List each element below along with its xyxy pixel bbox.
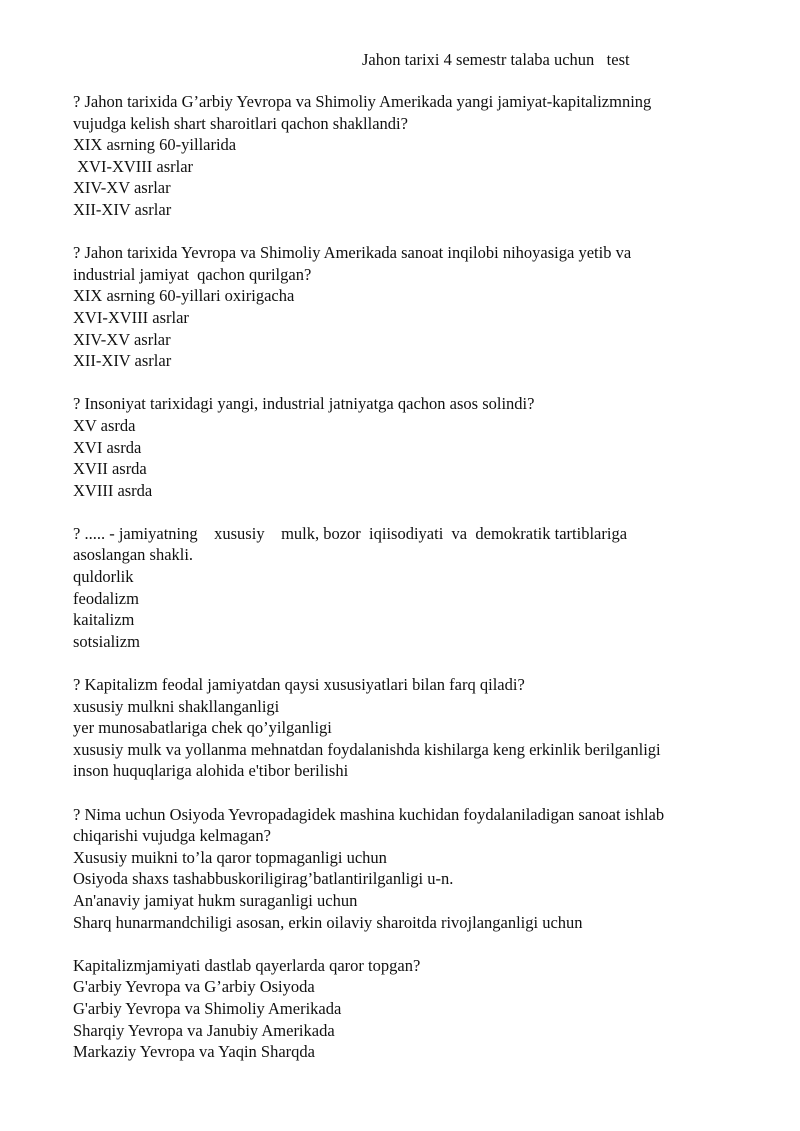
- answer-option: XIX asrning 60-yillarida: [73, 135, 237, 155]
- spacer: [73, 221, 773, 243]
- answer-option: Osiyoda shaxs tashabbuskoriligirag’batlantirilganligi u-n.: [73, 869, 454, 889]
- answer-option: quldorlik: [73, 567, 134, 587]
- question-block: [73, 242, 773, 372]
- answer-option: XVII asrda: [73, 459, 147, 479]
- question-text: Kapitalizmjamiyati dastlab qayerlarda qaror topgan?: [73, 955, 421, 975]
- question-text: chiqarishi vujudga kelmagan?: [73, 826, 271, 846]
- answer-option: XV asrda: [73, 415, 136, 435]
- answer-option: XIV-XV asrlar: [73, 178, 171, 198]
- question-block: [73, 393, 773, 501]
- question-block: [73, 674, 773, 782]
- question-block: [73, 523, 773, 653]
- answer-option: Markaziy Yevropa va Yaqin Sharqda: [73, 1042, 315, 1062]
- question-text: industrial jamiyat qachon qurilgan?: [73, 264, 312, 284]
- answer-option: yer munosabatlariga chek qo’yilganligi: [73, 718, 332, 738]
- answer-option: feodalizm: [73, 588, 139, 608]
- answer-option: Sharqiy Yevropa va Janubiy Amerikada: [73, 1020, 335, 1040]
- question-text: ? Insoniyat tarixidagi yangi, industrial jatniyatga qachon asos solindi?: [73, 394, 535, 414]
- question-block: [73, 955, 773, 1063]
- question-text: ? Jahon tarixida Yevropa va Shimoliy Amerikada sanoat inqilobi nihoyasiga yetib va: [73, 243, 632, 263]
- answer-option: XVI-XVIII asrlar: [73, 156, 194, 176]
- answer-option: G'arbiy Yevropa va G’arbiy Osiyoda: [73, 977, 315, 997]
- answer-option: G'arbiy Yevropa va Shimoliy Amerikada: [73, 998, 342, 1018]
- page-title: Jahon tarixi 4 semestr talaba uchun test: [362, 50, 630, 69]
- spacer: [73, 933, 773, 955]
- spacer: [73, 782, 773, 804]
- answer-option: XVIII asrda: [73, 480, 153, 500]
- answer-option: XII-XIV asrlar: [73, 351, 172, 371]
- document-body: [73, 91, 773, 1063]
- answer-option: kaitalizm: [73, 610, 135, 630]
- question-text: vujudga kelish shart sharoitlari qachon shakllandi?: [73, 113, 408, 133]
- question-block: [73, 804, 773, 934]
- answer-option: Sharq hunarmandchiligi asosan, erkin oilaviy sharoitda rivojlanganligi uchun: [73, 912, 583, 932]
- question-text: ? Nima uchun Osiyoda Yevropadagidek mashina kuchidan foydalaniladigan sanoat ishlab: [73, 804, 665, 824]
- answer-option: inson huquqlariga alohida e'tibor berilishi: [73, 761, 349, 781]
- answer-option: An'anaviy jamiyat hukm suraganligi uchun: [73, 890, 358, 910]
- question-text: ? Kapitalizm feodal jamiyatdan qaysi xususiyatlari bilan farq qiladi?: [73, 675, 525, 695]
- spacer: [73, 652, 773, 674]
- answer-option: XII-XIV asrlar: [73, 199, 172, 219]
- spacer: [73, 501, 773, 523]
- question-text: asoslangan shakli.: [73, 545, 194, 565]
- answer-option: sotsializm: [73, 631, 140, 651]
- question-text: ? ..... - jamiyatning xususiy mulk, bozor iqiisodiyati va demokratik tartiblariga: [73, 523, 628, 543]
- spacer: [73, 372, 773, 394]
- question-text: ? Jahon tarixida G’arbiy Yevropa va Shimoliy Amerikada yangi jamiyat-kapitalizmning: [73, 92, 652, 111]
- answer-option: xususiy mulkni shakllanganligi: [73, 696, 280, 716]
- answer-option: xususiy mulk va yollanma mehnatdan foydalanishda kishilarga keng erkinlik berilganligi: [73, 739, 661, 759]
- answer-option: XIX asrning 60-yillari oxirigacha: [73, 286, 295, 306]
- answer-option: XVI asrda: [73, 437, 142, 457]
- question-block: [73, 91, 773, 221]
- answer-option: Xususiy muikni to’la qaror topmaganligi uchun: [73, 847, 387, 867]
- answer-option: XIV-XV asrlar: [73, 329, 171, 349]
- answer-option: XVI-XVIII asrlar: [73, 307, 189, 327]
